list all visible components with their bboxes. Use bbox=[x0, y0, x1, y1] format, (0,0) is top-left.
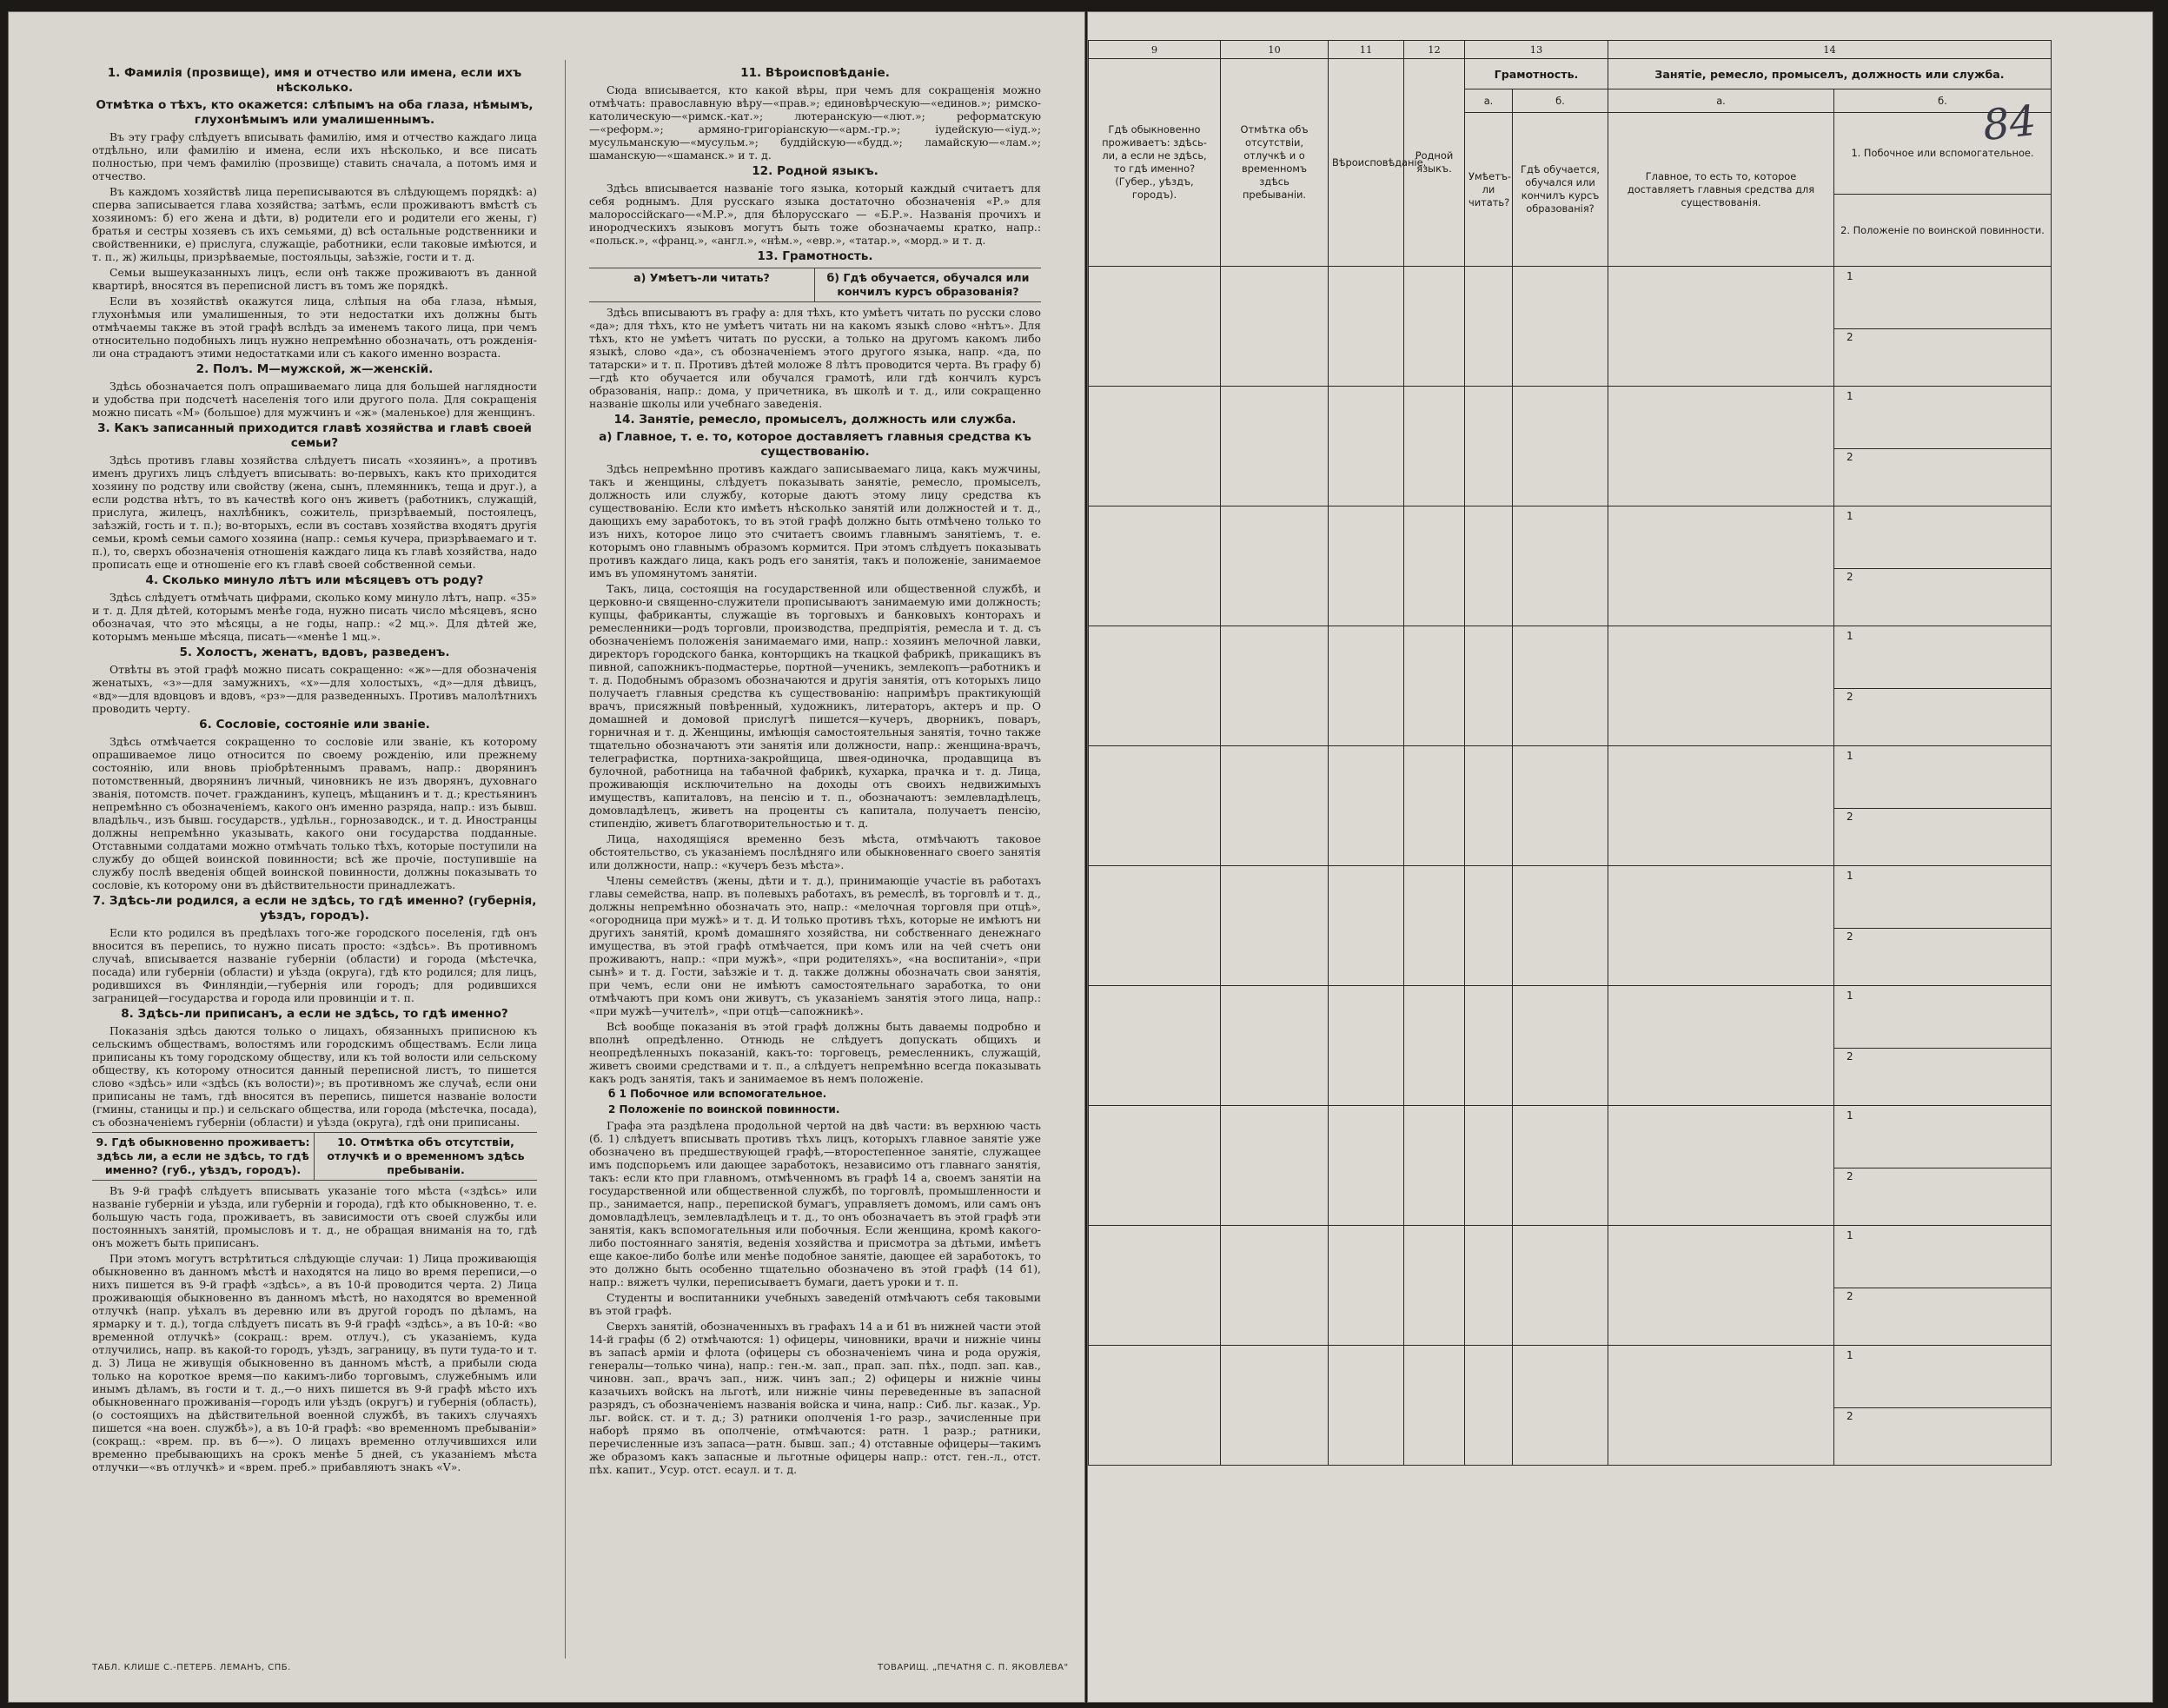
cell-residence[interactable] bbox=[1089, 1226, 1221, 1346]
cell-religion[interactable] bbox=[1329, 1226, 1404, 1346]
cell-language[interactable] bbox=[1404, 626, 1465, 746]
cell-language[interactable] bbox=[1404, 986, 1465, 1106]
subcell-number-2: 2 bbox=[1846, 1409, 1853, 1422]
cell-residence[interactable] bbox=[1089, 986, 1221, 1106]
instruction-paragraph: Здѣсь противъ главы хозяйства слѣдуетъ писать «хозяинъ», а противъ именъ другихъ лицъ слѣдуетъ вписывать: во-первыхъ, какъ кто приходится хозяину по родству или свойству (жена, сынъ, племянникъ, теща и друг.), а если родства нѣтъ, то въ качествѣ кого онъ живетъ (работникъ, служащій, прислуга, жилецъ, нахлѣбникъ, сожитель, призрѣваемый, постоялецъ, заѣзжій, гость и т. п.); во-вторыхъ, если въ составъ хозяйства входятъ другія семьи, кромѣ семьи самого хозяина (напр.: семья кучера, призрѣваемаго и т. п.), то, сверхъ обозначенія отношенія каждаго лица къ главѣ хозяйства, надо прописать еще и отношеніе его къ главѣ своей собственной семьи. bbox=[92, 453, 537, 571]
cell-absence[interactable] bbox=[1221, 506, 1329, 626]
header-14b-letter: б. bbox=[1834, 89, 2052, 113]
subcell-number-1: 1 bbox=[1846, 510, 1853, 522]
instructions-column-1 bbox=[92, 64, 537, 1628]
instruction-paragraph: Въ каждомъ хозяйствѣ лица переписываются въ слѣдующемъ порядкѣ: а) сперва записывается глава хозяйства; затѣмъ, если проживаютъ вмѣстѣ съ хозяиномъ: б) его жена и дѣти, в) родители его и родители его жены, г) братья и сестры хозяевъ съ ихъ семьями, д) всѣ остальные родственники и свойственники, е) прислуга, служащіе, работники, если таковые имѣются, и т. п., ж) жильцы, призрѣваемые, постояльцы, заѣзжіе, гости и т. д. bbox=[92, 185, 537, 263]
subcell-number-1: 1 bbox=[1846, 870, 1853, 882]
cell-language[interactable] bbox=[1404, 1226, 1465, 1346]
cell-religion[interactable] bbox=[1329, 267, 1404, 387]
cell-language[interactable] bbox=[1404, 866, 1465, 986]
instruction-paragraph: Въ 9-й графѣ слѣдуетъ вписывать указаніе того мѣста («здѣсь» или названіе губерніи и уѣзда, или губерніи и города), гдѣ кто обыкновенно, т. е. большую часть года, проживаетъ, въ зависимости отъ своей службы или постоянныхъ занятій, промысловъ и т. д., не обращая вниманія на то, гдѣ онъ можетъ быть приписанъ. bbox=[92, 1184, 537, 1249]
instruction-paragraph: Здѣсь обозначается полъ опрашиваемаго лица для большей наглядности и удобства при подсчетѣ населенія того или другого пола. Для сокращенія можно писать «М» (большое) для мужчинъ и «ж» (маленькое) для женщинъ. bbox=[92, 380, 537, 419]
split-heading bbox=[589, 268, 1041, 302]
section-heading: 3. Какъ записанный приходится главѣ хозяйства и главѣ своей семьи? bbox=[97, 421, 532, 450]
census-table bbox=[1088, 40, 2052, 1466]
subcell-divider bbox=[1834, 808, 2051, 809]
subcell-divider bbox=[1834, 688, 2051, 689]
subcell-number-1: 1 bbox=[1846, 750, 1853, 762]
cell-residence[interactable] bbox=[1089, 746, 1221, 866]
instruction-paragraph: Члены семействъ (жены, дѣти и т. д.), принимающіе участіе въ работахъ главы семейства, напр. въ полевыхъ работахъ, въ ремеслѣ, въ торговлѣ и т. д., должны непремѣнно обозначать это, напр.: «мелочная торговля при отцѣ», «огородница при мужѣ» и т. д. И только противъ тѣхъ, которые не имѣютъ ни другихъ занятій, кромѣ домашняго хозяйства, ни собственнаго денежнаго имущества, въ этой графѣ отмѣчается, при комъ или на чей счетъ они проживаютъ, напр.: «при мужѣ», «при родителяхъ», «на воспитаніи», «при сынѣ» и т. д. Гости, заѣзжіе и т. д. также должны обозначать свои занятія, при чемъ, если они не имѣютъ самостоятельнаго заработка, то они отмѣчаютъ при комъ они живутъ, съ указаніемъ занятія этого лица, напр.: «при мужѣ—учителѣ», «при отцѣ—сапожникѣ». bbox=[589, 874, 1041, 1017]
header-col-11: Вѣроисповѣданіе. bbox=[1329, 59, 1404, 267]
cell-occupation-secondary[interactable] bbox=[1834, 387, 2052, 506]
cell-residence[interactable] bbox=[1089, 1106, 1221, 1226]
col-number-11: 11 bbox=[1329, 41, 1404, 59]
cell-religion[interactable] bbox=[1329, 626, 1404, 746]
subcell-divider bbox=[1834, 1048, 2051, 1049]
cell-residence[interactable] bbox=[1089, 387, 1221, 506]
person-row bbox=[1089, 866, 2052, 986]
subcell-divider bbox=[1834, 568, 2051, 569]
cell-literacy-b[interactable] bbox=[1513, 746, 1608, 866]
section-heading: 2. Полъ. М—мужской, ж—женскій. bbox=[196, 362, 434, 376]
person-row bbox=[1089, 1346, 2052, 1466]
cell-religion[interactable] bbox=[1329, 506, 1404, 626]
person-row bbox=[1089, 506, 2052, 626]
instruction-paragraph: Такъ, лица, состоящія на государственной или общественной службѣ, и церковно-и священно-служители прописываютъ занимаемую ими должность; купцы, фабриканты, служащіе въ торговыхъ и банковыхъ конторахъ и ремесленники—родъ торговли, производства, предпріятія, ремесла и т. д. съ обозначеніемъ положенія занимаемаго ими, напр.: хозяинъ мелочной лавки, директоръ городского банка, конторщикъ на ткацкой фабрикѣ, прикащикъ въ пивной, сапожникъ-подмастерье, портной—ученикъ, землекопъ—работникъ и т. д. Подобнымъ образомъ обозначаются и другія занятія, отъ которыхъ лицо получаетъ главныя средства къ существованію: напримѣръ практикующій врачъ, присяжный повѣренный, художникъ, литераторъ, актеръ и пр. О домашней и домовой прислугѣ пишется—кучеръ, дворникъ, поваръ, горничная и т. д. Женщины, имѣющія самостоятельныя занятія, точно также тщательно обозначаютъ эти занятія или должности, напр.: женщина-врачъ, телеграфистка, портниха-закройщица, швея-одиночка, продавщица въ булочной, работница на табачной фабрикѣ, кухарка, прачка и т. д. Лица, проживающія исключительно на доходы отъ своихъ недвижимыхъ имуществъ, капиталовъ, на пенсію и т. п., обозначаютъ: землевладѣлецъ, домовладѣлецъ, живетъ на проценты съ капитала, получаетъ пенсію, стипендію, живетъ благотворительностью и т. д. bbox=[589, 582, 1041, 830]
subcell-number-1: 1 bbox=[1846, 990, 1853, 1002]
instruction-paragraph: Показанія здѣсь даются только о лицахъ, обязанныхъ приписною къ сельскимъ обществамъ, волостямъ или городскимъ обществамъ. Если лица приписаны къ тому городскому обществу, или къ той волости или сельскому обществу, къ которому относится данный переписной листъ, то пишется слово «здѣсь» или «здѣсь (къ волости)»; въ противномъ же случаѣ, если они приписаны не тамъ, гдѣ вносятся въ перепись, пишется названіе волости (гмины, станицы и пр.) и сельскаго общества, или города (мѣстечка, посада), съ обозначеніемъ губерніи (области) и уѣзда (округа), гдѣ они приписаны. bbox=[92, 1024, 537, 1129]
section-heading: Отмѣтка о тѣхъ, кто окажется: слѣпымъ на оба глаза, нѣмымъ, глухонѣмымъ или умалишеннымъ. bbox=[96, 98, 534, 127]
cell-literacy-b[interactable] bbox=[1513, 866, 1608, 986]
column-divider bbox=[565, 60, 566, 1658]
cell-occupation-main[interactable] bbox=[1608, 1226, 1834, 1346]
instruction-paragraph: Всѣ вообще показанія въ этой графѣ должны быть даваемы подробно и вполнѣ опредѣленно. Отнюдь не слѣдуетъ допускать общихъ и неопредѣленныхъ показаній, какъ-то: торговецъ, ремесленникъ, служащій, живетъ своими средствами и т. п., а слѣдуетъ непремѣнно всегда показывать какъ родъ занятія, такъ и занимаемое въ немъ положеніе. bbox=[589, 1020, 1041, 1085]
cell-literacy-b[interactable] bbox=[1513, 387, 1608, 506]
header-13b-letter: б. bbox=[1513, 89, 1608, 113]
header-row-1 bbox=[1089, 59, 2052, 89]
section-heading: 14. Занятіе, ремесло, промыселъ, должность или служба. bbox=[613, 413, 1017, 427]
cell-absence[interactable] bbox=[1221, 746, 1329, 866]
section-heading: 5. Холостъ, женатъ, вдовъ, разведенъ. bbox=[179, 645, 450, 659]
cell-occupation-main[interactable] bbox=[1608, 267, 1834, 387]
header-col-13: Грамотность. bbox=[1465, 59, 1608, 89]
section-heading: 1. Фамилія (прозвище), имя и отчество или имена, если ихъ нѣсколько. bbox=[107, 66, 522, 95]
header-14a: Главное, то есть то, которое доставляетъ главныя средства для существованія. bbox=[1608, 113, 1834, 267]
census-form bbox=[1088, 40, 2051, 1466]
printer-footer-left: ТАБЛ. КЛИШЕ С.-ПЕТЕРБ. ЛЕМАНЪ, СПБ. bbox=[92, 1663, 291, 1672]
instructions-column-2 bbox=[589, 64, 1041, 1628]
column-number-row bbox=[1089, 41, 2052, 59]
cell-occupation-main[interactable] bbox=[1608, 387, 1834, 506]
subcell-divider bbox=[1834, 328, 2051, 329]
subcell-number-1: 1 bbox=[1846, 1349, 1853, 1361]
cell-occupation-main[interactable] bbox=[1608, 1106, 1834, 1226]
instruction-paragraph: Въ эту графу слѣдуетъ вписывать фамилію, имя и отчество каждаго лица отдѣльно, или фамилію и имена, если ихъ нѣсколько, и все писать полностью, при чемъ фамилію (прозвище) ставить сначала, а потомъ имя и отчество. bbox=[92, 130, 537, 182]
subcell-divider bbox=[1834, 448, 2051, 449]
right-page bbox=[1088, 12, 2152, 1702]
cell-language[interactable] bbox=[1404, 746, 1465, 866]
cell-literacy-a[interactable] bbox=[1465, 387, 1513, 506]
cell-literacy-b[interactable] bbox=[1513, 267, 1608, 387]
printer-footer-right: ТОВАРИЩ. „ПЕЧАТНЯ С. П. ЯКОВЛЕВА" bbox=[878, 1663, 1069, 1672]
instruction-paragraph: Семьи вышеуказанныхъ лицъ, если онѣ также проживаютъ въ данной квартирѣ, вносятся въ переписной листъ въ томъ же порядкѣ. bbox=[92, 266, 537, 292]
header-14b2: 2. Положеніе по воинской повинности. bbox=[1834, 195, 2052, 267]
cell-occupation-secondary[interactable] bbox=[1834, 1226, 2052, 1346]
cell-religion[interactable] bbox=[1329, 866, 1404, 986]
cell-literacy-a[interactable] bbox=[1465, 267, 1513, 387]
header-14a-letter: а. bbox=[1608, 89, 1834, 113]
cell-literacy-a[interactable] bbox=[1465, 506, 1513, 626]
header-col-10: Отмѣтка объ отсутствіи, отлучкѣ и о временномъ здѣсь пребываніи. bbox=[1221, 59, 1329, 267]
cell-residence[interactable] bbox=[1089, 866, 1221, 986]
col-number-10: 10 bbox=[1221, 41, 1329, 59]
instruction-paragraph: Здѣсь слѣдуетъ отмѣчать цифрами, сколько кому минуло лѣтъ, напр. «35» и т. д. Для дѣтей, которымъ менѣе года, нужно писать число мѣсяцевъ, ясно обозначая, что это мѣсяцы, а не годы, напр.: «2 мц.». Для дѣтей же, которымъ меньше мѣсяца, писать—«менѣе 1 мц.». bbox=[92, 591, 537, 643]
col-number-12: 12 bbox=[1404, 41, 1465, 59]
split-heading-left: 9. Гдѣ обыкновенно проживаетъ: здѣсь ли, а если не здѣсь, то гдѣ именно? (губ., уѣздъ, городъ). bbox=[92, 1133, 315, 1180]
instruction-paragraph: Отвѣты въ этой графѣ можно писать сокращенно: «ж»—для обозначенія женатыхъ, «з»—для замужнихъ, «х»—для холостыхъ, «д»—для дѣвицъ, «вд»—для вдовцовъ и вдовъ, «рз»—для разведенныхъ. Противъ малолѣтнихъ проводить черту. bbox=[92, 663, 537, 715]
cell-absence[interactable] bbox=[1221, 626, 1329, 746]
handwritten-page-number: 84 bbox=[1980, 96, 2039, 151]
subcell-number-2: 2 bbox=[1846, 330, 1853, 343]
split-heading bbox=[92, 1132, 537, 1181]
cell-literacy-a[interactable] bbox=[1465, 1106, 1513, 1226]
instruction-paragraph: Лица, находящіяся временно безъ мѣста, отмѣчаютъ таковое обстоятельство, съ указаніемъ послѣдняго или обыкновеннаго своего занятія или должности, напр.: «кучеръ безъ мѣста». bbox=[589, 832, 1041, 871]
cell-residence[interactable] bbox=[1089, 506, 1221, 626]
header-14b1: 1. Побочное или вспомогательное. bbox=[1834, 113, 2052, 195]
person-row bbox=[1089, 986, 2052, 1106]
header-col-14: Занятіе, ремесло, промыселъ, должность или служба. bbox=[1608, 59, 2052, 89]
subcell-number-2: 2 bbox=[1846, 570, 1853, 583]
cell-occupation-secondary[interactable] bbox=[1834, 267, 2052, 387]
cell-literacy-b[interactable] bbox=[1513, 1346, 1608, 1466]
instruction-paragraph: Сверхъ занятій, обозначенныхъ въ графахъ 14 а и б1 въ нижней части этой 14-й графы (б 2) отмѣчаются: 1) офицеры, чиновники, врачи и нижніе чины въ запасѣ арміи и флота (офицеры съ обозначеніемъ чина и рода оружія, генералы—только чина), напр.: ген.-м. зап., прап. зап. пѣх., подп. зап. кав., чиновн. зап., врачъ зап., ниж. чинъ зап.; 2) офицеры и нижніе чины казачьихъ войскъ на льготѣ, или нижніе чины переведенные въ запасной разрядъ, съ обозначеніемъ названія войска и чина, напр.: Сиб. льг. казак., Ур. льг. войск. ст. и т. д.; 3) ратники ополченія 1-го разр., зачисленные при наборѣ прямо въ ополченіе, отмѣчаются: ратн. 1 разр.; ратники, перечисленные изъ запаса—ратн. бывш. зап.; 4) отставные офицеры—такимъ же образомъ какъ запасные и льготные офицеры напр.: отст. ген.-л., отст. пѣх. капит., Усур. отст. есаул. и т. д. bbox=[589, 1320, 1041, 1476]
cell-religion[interactable] bbox=[1329, 986, 1404, 1106]
cell-occupation-secondary[interactable] bbox=[1834, 866, 2052, 986]
cell-absence[interactable] bbox=[1221, 387, 1329, 506]
cell-language[interactable] bbox=[1404, 1106, 1465, 1226]
cell-occupation-main[interactable] bbox=[1608, 1346, 1834, 1466]
left-page bbox=[9, 12, 1084, 1702]
cell-language[interactable] bbox=[1404, 387, 1465, 506]
cell-literacy-b[interactable] bbox=[1513, 626, 1608, 746]
cell-language[interactable] bbox=[1404, 506, 1465, 626]
cell-literacy-b[interactable] bbox=[1513, 506, 1608, 626]
subcell-number-2: 2 bbox=[1846, 930, 1853, 943]
cell-occupation-secondary[interactable] bbox=[1834, 626, 2052, 746]
section-heading: 12. Родной языкъ. bbox=[752, 164, 878, 178]
cell-occupation-secondary[interactable] bbox=[1834, 746, 2052, 866]
subcell-number-1: 1 bbox=[1846, 1109, 1853, 1122]
header-13b: Гдѣ обучается, обучался или кончилъ курсъ образованія? bbox=[1513, 113, 1608, 267]
subcell-number-1: 1 bbox=[1846, 270, 1853, 282]
subcell-number-1: 1 bbox=[1846, 1229, 1853, 1241]
section-heading: 13. Грамотность. bbox=[757, 249, 873, 263]
cell-occupation-secondary[interactable] bbox=[1834, 986, 2052, 1106]
cell-occupation-main[interactable] bbox=[1608, 866, 1834, 986]
cell-literacy-b[interactable] bbox=[1513, 986, 1608, 1106]
cell-religion[interactable] bbox=[1329, 1106, 1404, 1226]
cell-language[interactable] bbox=[1404, 1346, 1465, 1466]
cell-occupation-secondary[interactable] bbox=[1834, 1346, 2052, 1466]
cell-literacy-b[interactable] bbox=[1513, 1226, 1608, 1346]
cell-absence[interactable] bbox=[1221, 866, 1329, 986]
col-number-13: 13 bbox=[1465, 41, 1608, 59]
cell-occupation-secondary[interactable] bbox=[1834, 506, 2052, 626]
cell-literacy-a[interactable] bbox=[1465, 1226, 1513, 1346]
split-heading-right: б) Гдѣ обучается, обучался или кончилъ курсъ образованія? bbox=[826, 271, 1030, 298]
col-number-9: 9 bbox=[1089, 41, 1221, 59]
subcell-number-2: 2 bbox=[1846, 1049, 1853, 1063]
cell-literacy-a[interactable] bbox=[1465, 626, 1513, 746]
cell-residence[interactable] bbox=[1089, 626, 1221, 746]
person-row bbox=[1089, 746, 2052, 866]
instruction-paragraph: Здѣсь вписывается названіе того языка, который каждый считаетъ для себя роднымъ. Для русскаго языка достаточно обозначенія «Р.» для малороссійскаго—«М.Р.», для бѣлорусскаго — «Б.Р.». Названія прочихъ и инородческихъ языковъ могутъ быть тоже обозначаемы кратко, напр.: «польск.», «франц.», «англ.», «нѣм.», «евр.», «татар.», «морд.» и т. д. bbox=[589, 182, 1041, 247]
cell-literacy-b[interactable] bbox=[1513, 1106, 1608, 1226]
cell-religion[interactable] bbox=[1329, 387, 1404, 506]
cell-occupation-main[interactable] bbox=[1608, 746, 1834, 866]
cell-literacy-a[interactable] bbox=[1465, 866, 1513, 986]
instruction-paragraph: Если въ хозяйствѣ окажутся лица, слѣпыя на оба глаза, нѣмыя, глухонѣмыя или умалишенныя, то эти недостатки ихъ должны быть отмѣчаемы также въ этой графѣ вслѣдъ за именемъ такого лица, при чемъ относительно подобныхъ лицъ нужно непремѣнно обозначать, отъ рожденія-ли она страдаютъ этими недостатками или съ какого именно возраста. bbox=[92, 295, 537, 360]
cell-language[interactable] bbox=[1404, 267, 1465, 387]
cell-literacy-a[interactable] bbox=[1465, 746, 1513, 866]
person-row bbox=[1089, 387, 2052, 506]
cell-occupation-secondary[interactable] bbox=[1834, 1106, 2052, 1226]
subcell-divider bbox=[1834, 928, 2051, 929]
cell-absence[interactable] bbox=[1221, 267, 1329, 387]
cell-occupation-main[interactable] bbox=[1608, 626, 1834, 746]
subcell-number-2: 2 bbox=[1846, 690, 1853, 703]
person-row bbox=[1089, 1226, 2052, 1346]
header-col-12: Родной языкъ. bbox=[1404, 59, 1465, 267]
col-number-14: 14 bbox=[1608, 41, 2052, 59]
instruction-paragraph: Сюда вписывается, кто какой вѣры, при чемъ для сокращенія можно отмѣчать: православную вѣру—«прав.»; единовѣрческую—«единов.»; римско-католическую—«римск.-кат.»; лютеранскую—«лют.»; реформатскую—«реформ.»; армяно-григоріанскую—«арм.-гр.»; іудейскую—«іуд.»; мусульманскую—«мусульм.»; буддійскую—«будд.»; ламайскую—«лам.»; шаманскую—«шаманск.» и т. д. bbox=[589, 83, 1041, 162]
section-heading: 6. Сословіе, состояніе или званіе. bbox=[199, 718, 430, 732]
header-13a: Умѣетъ-ли читать? bbox=[1465, 113, 1513, 267]
cell-residence[interactable] bbox=[1089, 1346, 1221, 1466]
header-13a-letter: а. bbox=[1465, 89, 1513, 113]
subcell-divider bbox=[1834, 1407, 2051, 1408]
person-row bbox=[1089, 626, 2052, 746]
subcell-number-2: 2 bbox=[1846, 810, 1853, 823]
split-heading-left: а) Умѣетъ-ли читать? bbox=[589, 268, 815, 301]
cell-occupation-main[interactable] bbox=[1608, 986, 1834, 1106]
cell-religion[interactable] bbox=[1329, 746, 1404, 866]
instruction-paragraph: Студенты и воспитанники учебныхъ заведеній отмѣчаютъ себя таковыми въ этой графѣ. bbox=[589, 1291, 1041, 1317]
section-heading: 8. Здѣсь-ли приписанъ, а если не здѣсь, то гдѣ именно? bbox=[121, 1007, 508, 1021]
subsection-item: б 1 Побочное или вспомогательное. bbox=[608, 1088, 827, 1100]
cell-absence[interactable] bbox=[1221, 986, 1329, 1106]
person-row bbox=[1089, 1106, 2052, 1226]
subcell-number-1: 1 bbox=[1846, 390, 1853, 402]
instruction-paragraph: Графа эта раздѣлена продольной чертой на двѣ части: въ верхнюю часть (б. 1) слѣдуетъ вписывать противъ тѣхъ лицъ, которыхъ главное занятіе уже обозначено въ предшествующей графѣ,—второстепенное занятіе, служащее имъ подспорьемъ или дающее заработокъ, независимо отъ главнаго занятія, такъ: если кто при главномъ, отмѣченномъ въ графѣ 14 а, своемъ занятіи на государственной или общественной службѣ, по торговлѣ, промышленности и пр., занимается, напр., перепиской бумагъ, управляетъ домомъ, или самъ онъ домовладѣлецъ, землевладѣлецъ и т. д., то онъ обозначаетъ въ этой графѣ эти занятія, какъ вспомогательныя или побочныя. Если женщина, кромѣ какого-либо постояннаго занятія, веденія хозяйства и присмотра за дѣтьми, имѣетъ еще какое-либо болѣе или менѣе подобное занятіе, дающее ей заработокъ, то это должно быть особенно тщательно обозначено въ этой графѣ (14 б1), напр.: вяжетъ чулки, переписываетъ бумаги, даетъ уроки и т. п. bbox=[589, 1119, 1041, 1288]
cell-literacy-a[interactable] bbox=[1465, 1346, 1513, 1466]
instruction-paragraph: Здѣсь отмѣчается сокращенно то сословіе или званіе, къ которому опрашиваемое лицо относится по своему рожденію, или прежнему состоянію, или вновь пріобрѣтеннымъ правамъ, напр.: дворянинъ потомственный, дворянинъ личный, чиновникъ не изъ дворянъ, духовнаго званія, потомств. почет. гражданинъ, купецъ, мѣщанинъ и т. д.; крестьянинъ непремѣнно съ обозначеніемъ, какого онъ именно разряда, напр.: изъ бывш. владѣльч., изъ бывш. государств., удѣльн., горнозаводск., и т. д. Иностранцы должны непремѣнно указывать, какого они государства подданные. Отставными солдатами можно отмѣчать только тѣхъ, которые поступили на службу до общей воинской повинности; всѣ же прочіе, поступившіе на службу послѣ введенія общей воинской повинности, должны показывать то сословіе, къ которому они въ дѣйствительности принадлежатъ. bbox=[92, 735, 537, 891]
cell-religion[interactable] bbox=[1329, 1346, 1404, 1466]
instruction-paragraph: При этомъ могутъ встрѣтиться слѣдующіе случаи: 1) Лица проживающія обыкновенно въ данномъ мѣстѣ и находятся на лицо во время переписи,—о нихъ пишется въ 9-й графѣ «здѣсь», а въ 10-й проводится черта. 2) Лица проживающія обыкновенно въ данномъ мѣстѣ, но находятся во временной отлучкѣ (напр. уѣхалъ въ деревню или въ другой городъ по дѣламъ, на ярмарку и т. д.), тогда слѣдуетъ писать въ 9-й графѣ «здѣсь», а въ 10-й: «во временной отлучкѣ» (сокращ.: врем. отлуч.), съ указаніемъ, куда отлучились, напр. въ какой-то городъ, уѣздъ, заграницу, въ пути туда-то и т. д. 3) Лица не живущія обыкновенно въ данномъ мѣстѣ, а прибыли сюда только на короткое время—по какимъ-либо торговымъ, служебнымъ или инымъ дѣламъ, въ гости и т. д.,—о нихъ пишется въ 9-й графѣ мѣсто ихъ обыкновеннаго проживанія—городъ или уѣздъ (округъ) и губернія (область), (о состоящихъ на дѣйствительной военной службѣ, въ такихъ случаяхъ пишется «на воен. службѣ»), а въ 10-й графѣ: «во временномъ пребываніи» (сокращ.: «врем. пр. въ б—»). О лицахъ временно отлучившихся или временно пребывающихъ на срокъ менѣе 5 дней, съ указаніемъ мѣста отлучки—«въ отлучкѣ» и «врем. преб.» прибавляютъ знакъ «V». bbox=[92, 1252, 537, 1473]
section-heading: 4. Сколько минуло лѣтъ или мѣсяцевъ отъ роду? bbox=[145, 573, 484, 587]
subcell-number-2: 2 bbox=[1846, 1169, 1853, 1182]
cell-literacy-a[interactable] bbox=[1465, 986, 1513, 1106]
section-heading: 11. Вѣроисповѣданіе. bbox=[740, 66, 890, 80]
subsection-heading bbox=[589, 1088, 1041, 1116]
section-heading: а) Главное, т. е. то, которое доставляетъ главныя средства къ существованію. bbox=[599, 430, 1031, 459]
cell-absence[interactable] bbox=[1221, 1226, 1329, 1346]
instruction-paragraph: Если кто родился въ предѣлахъ того-же городского поселенія, гдѣ онъ вносится въ перепись, то нужно писать просто: «здѣсь». Въ противномъ случаѣ, вписывается названіе губерніи (области) и города (мѣстечка, посада) или губерніи (области) и уѣзда (округа), гдѣ кто родился; для лицъ, родившихся въ Финляндіи,—губернія или городъ; для родившихся заграницей—государства и города или провинціи и т. п. bbox=[92, 926, 537, 1004]
cell-residence[interactable] bbox=[1089, 267, 1221, 387]
cell-occupation-main[interactable] bbox=[1608, 506, 1834, 626]
subcell-number-1: 1 bbox=[1846, 630, 1853, 642]
section-heading: 7. Здѣсь-ли родился, а если не здѣсь, то гдѣ именно? (губернія, уѣздъ, городъ). bbox=[92, 894, 537, 923]
subcell-number-2: 2 bbox=[1846, 450, 1853, 463]
instruction-paragraph: Здѣсь вписываютъ въ графу а: для тѣхъ, кто умѣетъ читать по русски слово «да»; для тѣхъ, кто не умѣетъ читать ни на какомъ языкѣ слово «нѣтъ». Для тѣхъ, кто не умѣетъ читать по русски, а только на другомъ какомъ либо языкѣ, слово «да», съ обозначеніемъ этого другого языка, напр. «да, по татарски» и т. п. Противъ дѣтей моложе 8 лѣтъ проводится черта. Въ графу б)—гдѣ кто обучается или обучался грамотѣ, или гдѣ кончилъ курсъ образованія, напр.: дома, у причетника, въ школѣ и т. д., или сокращенно названіе школы или учебнаго заведенія. bbox=[589, 306, 1041, 410]
person-row bbox=[1089, 267, 2052, 387]
header-col-9: Гдѣ обыкновенно проживаетъ: здѣсь-ли, а если не здѣсь, то гдѣ именно? (Губер., уѣздъ, городъ). bbox=[1089, 59, 1221, 267]
cell-absence[interactable] bbox=[1221, 1106, 1329, 1226]
split-heading-right: 10. Отмѣтка объ отсутствіи, отлучкѣ и о временномъ здѣсь пребываніи. bbox=[327, 1135, 525, 1176]
subcell-number-2: 2 bbox=[1846, 1289, 1853, 1302]
instruction-paragraph: Здѣсь непремѣнно противъ каждаго записываемаго лица, какъ мужчины, такъ и женщины, слѣдуетъ показывать занятіе, ремесло, промыселъ, должность или службу, которые даютъ этому лицу средства къ существованію. Если кто имѣетъ нѣсколько занятій или должностей и т. д., дающихъ ему заработокъ, то въ этой графѣ должно быть отмѣчено только то изъ нихъ, которое лицо это считаетъ своимъ главнымъ занятіемъ, т. е. которымъ оно главнымъ образомъ кормится. При этомъ слѣдуетъ показывать противъ каждаго лица, какъ родъ его занятія, такъ и положеніе, занимаемое имъ въ упомянутомъ занятіи. bbox=[589, 462, 1041, 579]
cell-absence[interactable] bbox=[1221, 1346, 1329, 1466]
subsection-item: 2 Положеніе по воинской повинности. bbox=[608, 1103, 840, 1115]
